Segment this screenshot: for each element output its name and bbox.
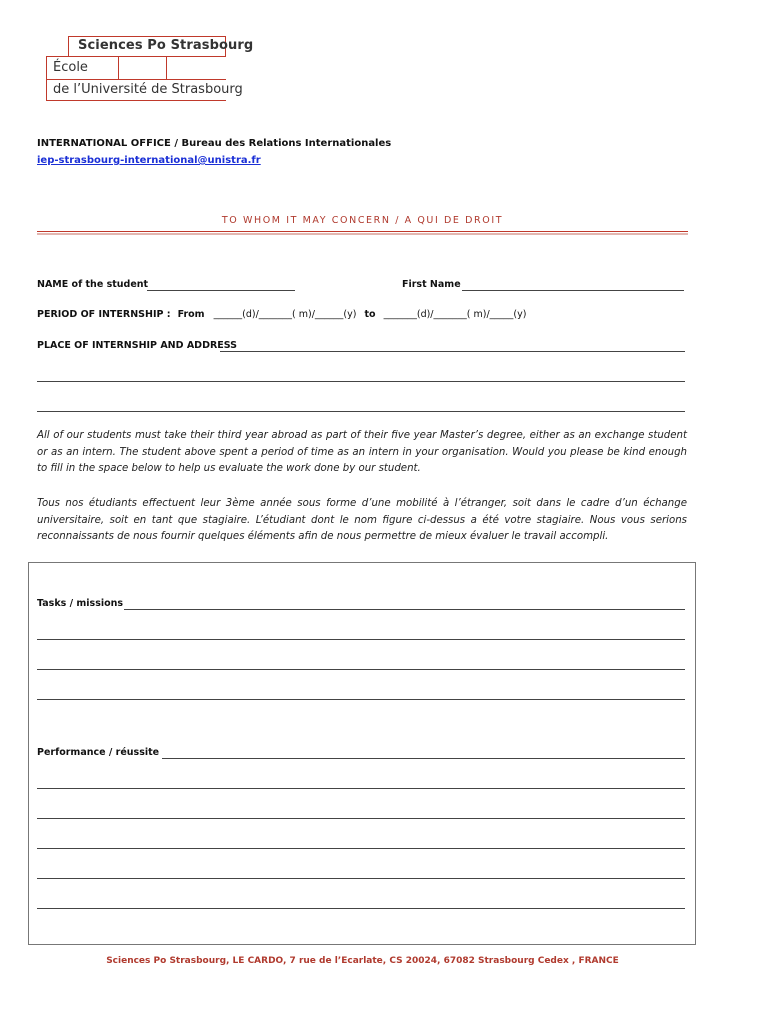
heading-divider xyxy=(37,231,688,232)
office-email-link[interactable]: iep-strasbourg-international@unistra.fr xyxy=(37,155,261,166)
office-title: INTERNATIONAL OFFICE / Bureau des Relations Internationales xyxy=(37,138,392,149)
period-from-year[interactable]: ______(y) xyxy=(314,309,357,320)
paragraph-english: All of our students must take their third year abroad as part of their five year Master’s degree, either as an exchange student or as an intern. The student above spent a period of time as an intern in your organisation. Would you please be kind enough to fill in the space below to help us evaluate the work done by our student. xyxy=(37,430,687,474)
tasks-field[interactable] xyxy=(124,609,685,610)
first-name-field[interactable] xyxy=(462,290,684,291)
performance-line-5[interactable] xyxy=(37,878,685,879)
student-name-label: NAME of the student xyxy=(37,279,149,290)
period-from-month[interactable]: _______( m)/ xyxy=(258,309,315,320)
period-from-label: From xyxy=(177,309,205,320)
performance-line-3[interactable] xyxy=(37,818,685,819)
tasks-label: Tasks / missions xyxy=(37,598,124,609)
footer-address: Sciences Po Strasbourg, LE CARDO, 7 rue de l’Ecarlate, CS 20024, 67082 Strasbourg Cedex , FRANCE xyxy=(106,956,619,966)
period-to-month[interactable]: _______( m)/ xyxy=(433,309,490,320)
student-name-field[interactable] xyxy=(147,290,295,291)
place-field[interactable] xyxy=(220,351,685,352)
period-from-day[interactable]: ______(d)/ xyxy=(213,309,259,320)
performance-line-4[interactable] xyxy=(37,848,685,849)
internship-period xyxy=(37,309,526,320)
place-label: PLACE OF INTERNSHIP AND ADDRESS xyxy=(37,340,238,351)
logo-line-2: de l’Université de Strasbourg xyxy=(53,82,243,97)
performance-line-6[interactable] xyxy=(37,908,685,909)
heading-divider-shadow xyxy=(37,233,688,235)
performance-label: Performance / réussite xyxy=(37,747,160,758)
performance-field[interactable] xyxy=(162,758,685,759)
tasks-line-2[interactable] xyxy=(37,639,685,640)
address-line-2[interactable] xyxy=(37,381,685,382)
first-name-label: First Name xyxy=(402,279,461,290)
tasks-line-3[interactable] xyxy=(37,669,685,670)
period-to-label: to xyxy=(364,309,376,320)
period-label: PERIOD OF INTERNSHIP : xyxy=(37,309,171,320)
performance-line-2[interactable] xyxy=(37,788,685,789)
page-heading: TO WHOM IT MAY CONCERN / A QUI DE DROIT xyxy=(221,215,504,226)
logo-name: Sciences Po Strasbourg xyxy=(78,38,254,53)
period-to-day[interactable]: _______(d)/ xyxy=(383,309,434,320)
address-line-3[interactable] xyxy=(37,411,685,412)
tasks-line-4[interactable] xyxy=(37,699,685,700)
period-to-year[interactable]: _____(y) xyxy=(489,309,527,320)
logo-line-1: École xyxy=(53,60,88,75)
paragraph-french: Tous nos étudiants effectuent leur 3ème année sous forme d’une mobilité à l’étranger, soit dans le cadre d’un échange universitaire, soit en tant que stagiaire. L’étudiant dont le nom figure ci-dessus a été votre stagiaire. Nous vous serions reconnaissants de nous fournir quelques éléments afin de nous permettre de mieux évaluer le travail accompli. xyxy=(37,498,687,542)
